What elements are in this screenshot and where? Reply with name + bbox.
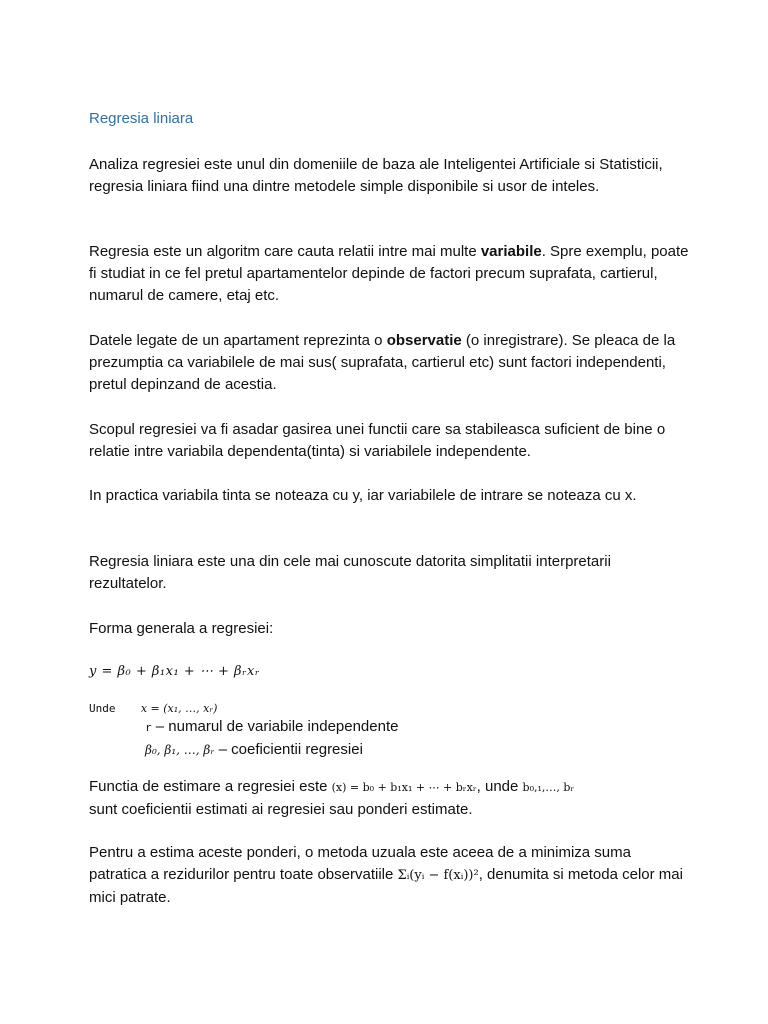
general-form-heading: Forma generala a regresiei: [89, 620, 274, 637]
residual-sum-formula: Σᵢ(yᵢ − f(xᵢ))² [397, 868, 479, 883]
estimator-text-mid: , unde [476, 778, 523, 795]
r-description: – numarul de variabile independente [155, 718, 399, 735]
goal-paragraph: Scopul regresiei va fi asadar gasirea unei functii care sa stabileasca suficient de bine o relatie intre variabila dependenta(tinta) si variabilele independente. [89, 421, 666, 460]
estimator-formula: (x) = b₀ + b₁x₁ + ⋯ + bᵣxᵣ [331, 781, 477, 794]
page-title: Regresia liniara [89, 110, 194, 127]
least-squares-text-end: , denumita si metoda celor mai mici patrate. [89, 866, 683, 906]
beta-description: – coeficientii regresiei [218, 741, 363, 758]
estimator-text-end: sunt coeficientii estimati ai regresiei sau ponderi estimate. [89, 801, 473, 818]
general-equation: y = β₀ + β₁x₁ + ⋯ + βᵣxᵣ [89, 664, 260, 679]
coefficient-list: b₀,₁,…, bᵣ [522, 781, 575, 794]
estimator-paragraph [89, 776, 689, 821]
observation-text-end: (o inregistrare). Se pleaca de la prezumptia ca variabilele de mai sus( suprafata, cartierul etc) sunt factori independenti, pretul depinzand de acestia. [89, 332, 676, 393]
r-symbol: r [145, 721, 152, 734]
observation-paragraph [89, 330, 689, 396]
unde-label: Unde [89, 702, 116, 715]
least-squares-text-start: Pentru a estima aceste ponderi, o metoda uzuala este aceea de a minimiza suma patratica a rezidurilor pentru toate observatiile [89, 844, 631, 883]
intro-paragraph: Analiza regresiei este unul din domeniile de baza ale Inteligentei Artificiale si Statisticii, regresia liniara fiind una dintre metodele simple disponibile si usor de inteles. [89, 156, 663, 195]
least-squares-paragraph [89, 842, 689, 909]
r-definition [145, 716, 745, 739]
term-observatie: observatie [386, 332, 462, 349]
notation-paragraph: In practica variabila tinta se noteaza cu y, iar variabilele de intrare se noteaza cu x. [89, 487, 637, 504]
term-variabile: variabile [480, 243, 542, 260]
x-definition: x = (x₁, …, xᵣ) [140, 702, 218, 715]
observation-text-start: Datele legate de un apartament reprezinta o [89, 332, 387, 349]
definition-text-start: Regresia este un algoritm care cauta relatii intre mai multe [89, 243, 481, 260]
definition-text-end: . Spre exemplu, poate fi studiat in ce fel pretul apartamentelor depinde de factori precum suprafata, cartierul, numarul de camere, etaj etc. [89, 243, 689, 304]
beta-symbols: β₀, β₁, …, βᵣ [145, 743, 215, 757]
linear-regression-paragraph: Regresia liniara este una din cele mai cunoscute datorita simplitatii interpretarii rezultatelor. [89, 553, 611, 592]
definition-paragraph [89, 241, 689, 307]
beta-definition [145, 739, 745, 761]
estimator-text-start: Functia de estimare a regresiei este [89, 778, 332, 795]
